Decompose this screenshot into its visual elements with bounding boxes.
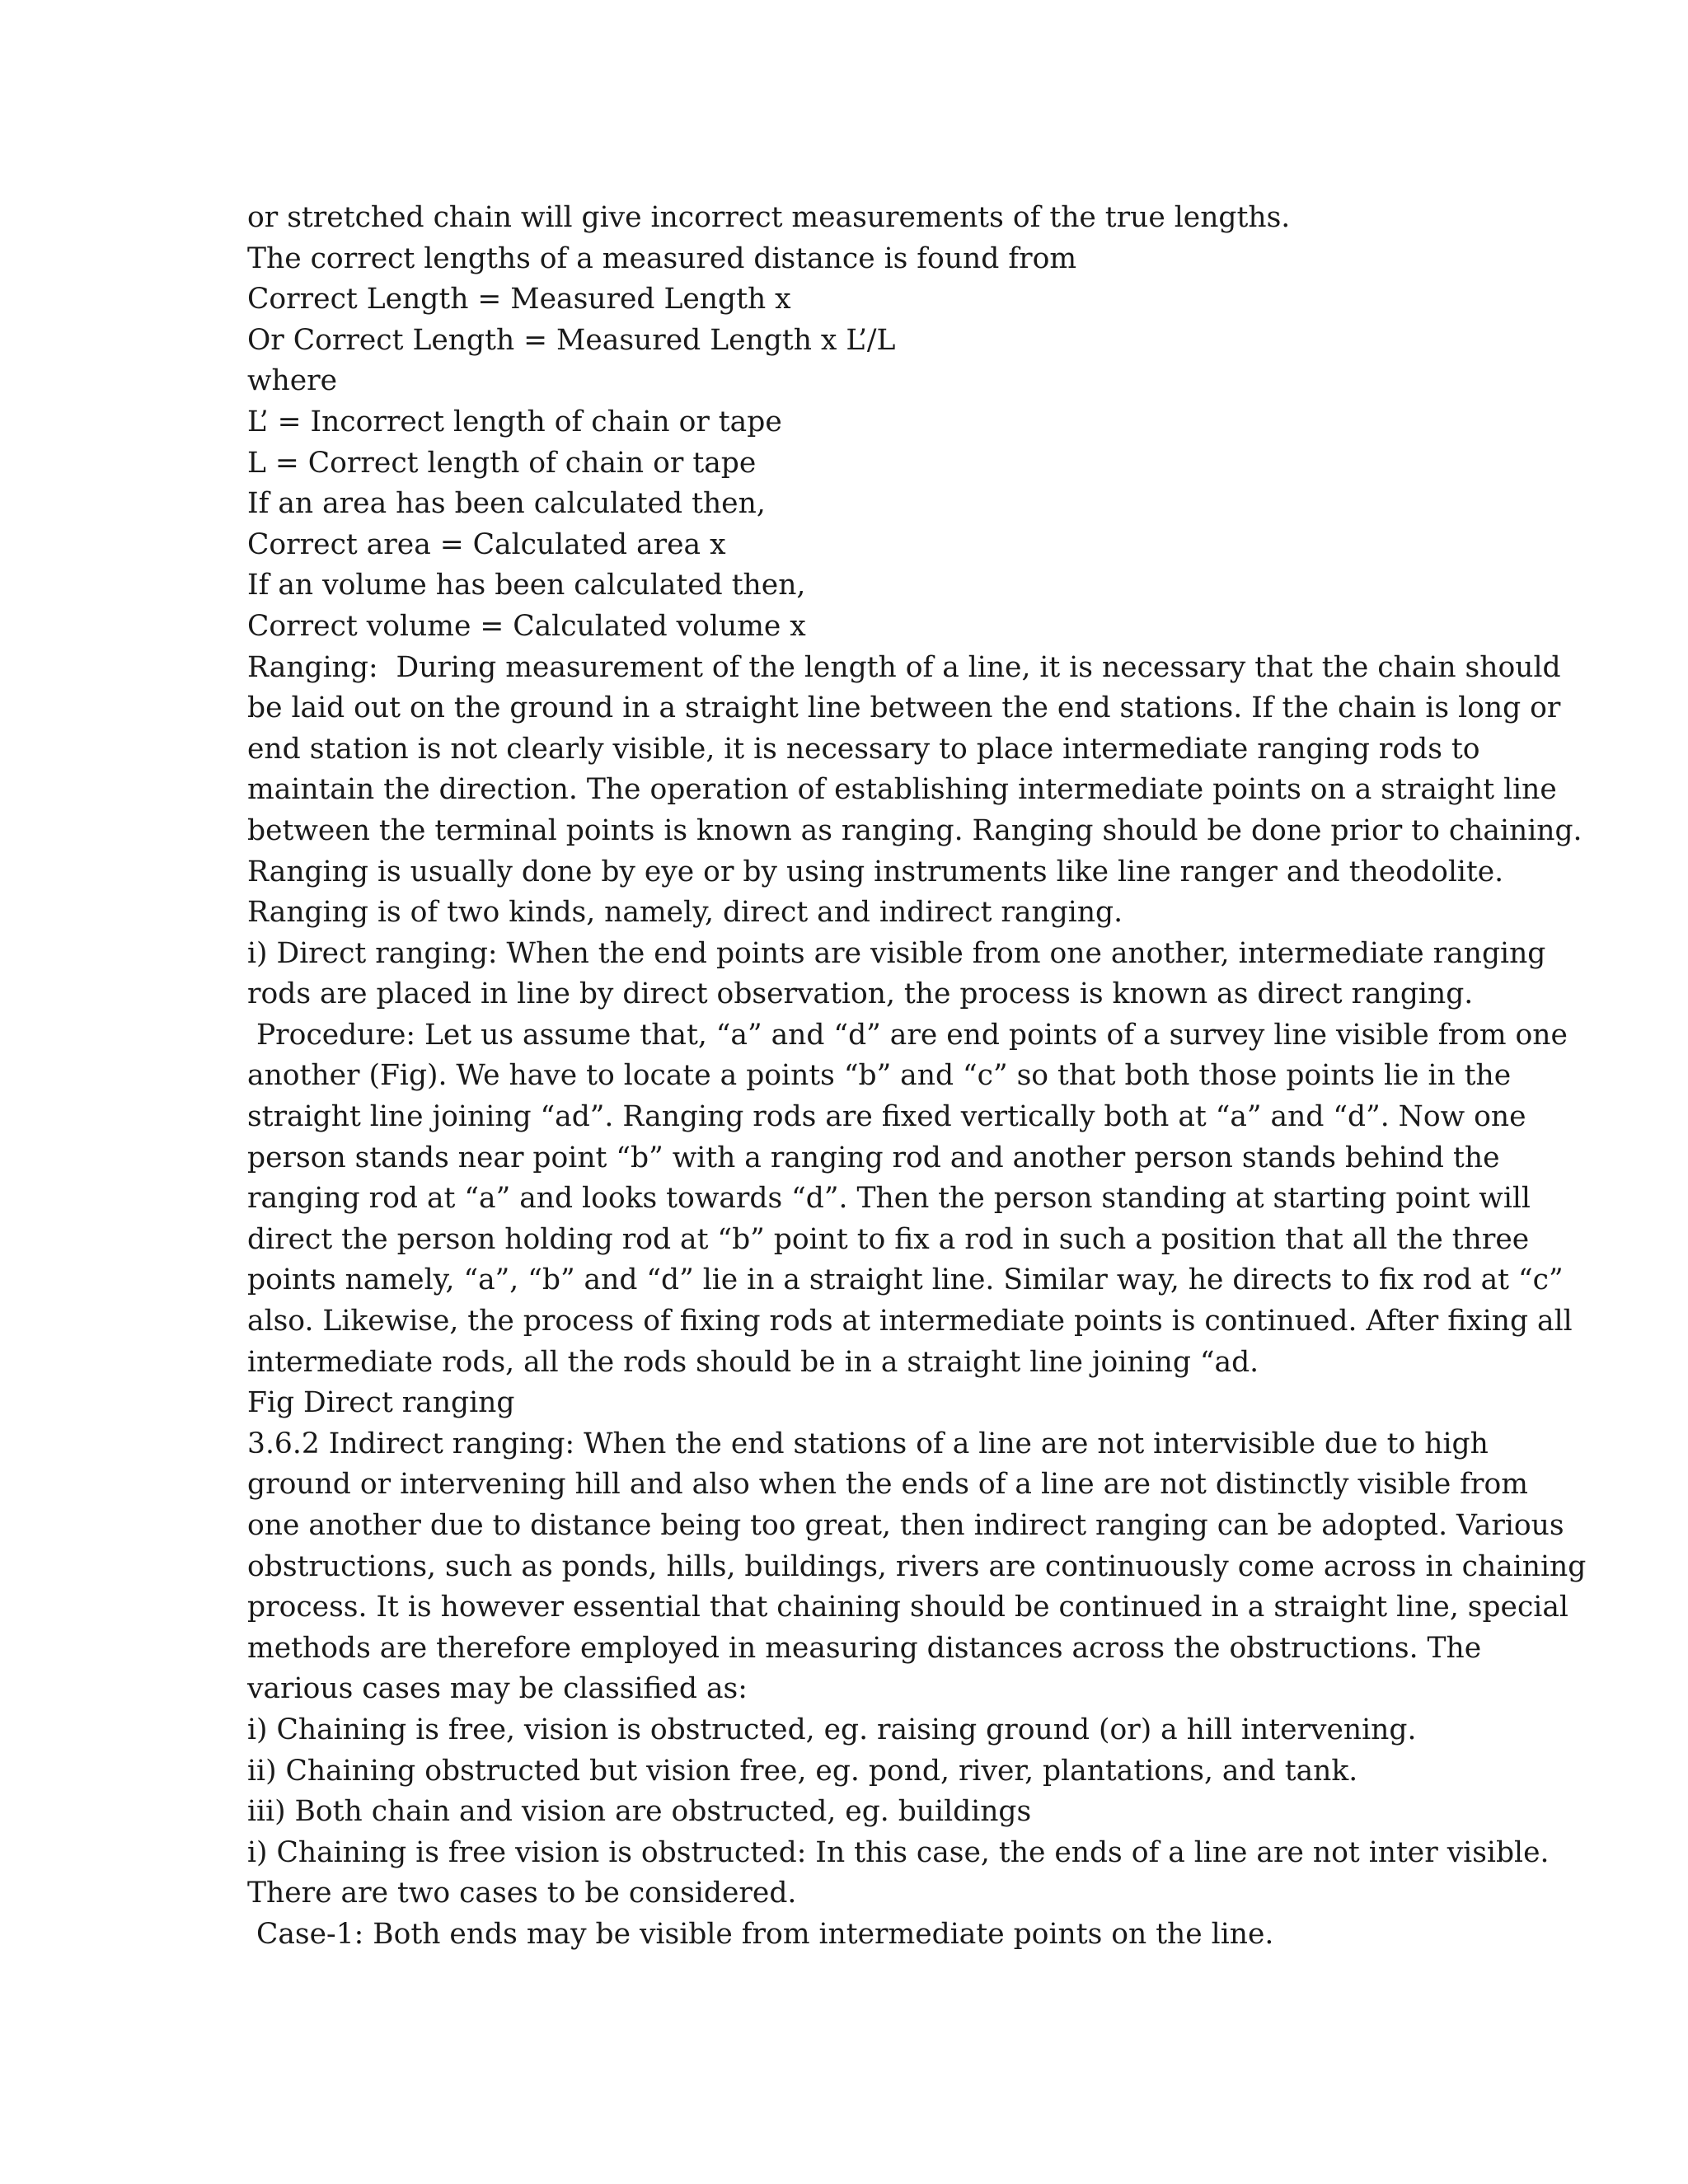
figure-caption: Fig Direct ranging [247, 1386, 515, 1420]
text-line: There are two cases to be considered. [247, 1877, 797, 1910]
text-line: various cases may be classified as: [247, 1672, 748, 1706]
text-line: end station is not clearly visible, it is necessary to place intermediate ranging rods to [247, 732, 1480, 766]
text-line: Procedure: Let us assume that, “a” and “d” are end points of a survey line visible from one [247, 1018, 1568, 1052]
text-line: If an area has been calculated then, [247, 487, 766, 521]
formula-line: Correct volume = Calculated volume x [247, 609, 806, 643]
text-line: points namely, “a”, “b” and “d” lie in a straight line. Similar way, he directs to fix rod at “c” [247, 1263, 1564, 1297]
text-line: i) Chaining is free vision is obstructed: In this case, the ends of a line are not inter visible. [247, 1835, 1550, 1869]
text-line: another (Fig). We have to locate a points “b” and “c” so that both those points lie in the [247, 1059, 1512, 1093]
text-line: where [247, 364, 338, 398]
section-heading-direct-ranging: i) Direct ranging: When the end points are visible from one another, intermediate ranging [247, 936, 1546, 970]
formula-line: Correct area = Calculated area x [247, 527, 726, 561]
section-heading-ranging: Ranging: During measurement of the length of a line, it is necessary that the chain should [247, 650, 1561, 684]
text-line: direct the person holding rod at “b” point to fix a rod in such a position that all the three [247, 1222, 1530, 1256]
formula-line: Correct Length = Measured Length x [247, 283, 791, 316]
text-line: ground or intervening hill and also when the ends of a line are not distinctly visible from [247, 1468, 1529, 1502]
text-line: between the terminal points is known as ranging. Ranging should be done prior to chaining. [247, 813, 1582, 847]
list-item: iii) Both chain and vision are obstructed, eg. buildings [247, 1795, 1032, 1829]
text-line: methods are therefore employed in measuring distances across the obstructions. The [247, 1631, 1482, 1665]
text-line: be laid out on the ground in a straight line between the end stations. If the chain is long or [247, 691, 1561, 725]
body-text [247, 198, 1587, 1956]
text-line: Ranging is of two kinds, namely, direct and indirect ranging. [247, 896, 1123, 930]
section-heading-indirect-ranging: 3.6.2 Indirect ranging: When the end stations of a line are not intervisible due to high [247, 1427, 1489, 1460]
text-line: or stretched chain will give incorrect measurements of the true lengths. [247, 201, 1291, 234]
list-item: i) Chaining is free, vision is obstructed, eg. raising ground (or) a hill intervening. [247, 1713, 1417, 1746]
text-line: The correct lengths of a measured distance is found from [247, 241, 1077, 275]
text-line: straight line joining “ad”. Ranging rods are fixed vertically both at “a” and “d”. Now one [247, 1100, 1526, 1134]
text-line: obstructions, such as ponds, hills, buildings, rivers are continuously come across in chaining [247, 1549, 1587, 1583]
list-item: ii) Chaining obstructed but vision free, eg. pond, river, plantations, and tank. [247, 1754, 1358, 1788]
text-line: Ranging is usually done by eye or by using instruments like line ranger and theodolite. [247, 855, 1504, 888]
text-line: Case-1: Both ends may be visible from intermediate points on the line. [247, 1917, 1274, 1951]
text-line: maintain the direction. The operation of establishing intermediate points on a straight line [247, 773, 1557, 807]
text-line: also. Likewise, the process of fixing rods at intermediate points is continued. After fixing all [247, 1305, 1573, 1338]
text-line: one another due to distance being too great, then indirect ranging can be adopted. Various [247, 1509, 1564, 1542]
formula-line: Or Correct Length = Measured Length x L’/L [247, 323, 896, 357]
text-line: ranging rod at “a” and looks towards “d”. Then the person standing at starting point will [247, 1182, 1531, 1216]
text-line: rods are placed in line by direct observation, the process is known as direct ranging. [247, 977, 1474, 1011]
definition-line: L = Correct length of chain or tape [247, 446, 757, 480]
text-line: person stands near point “b” with a ranging rod and another person stands behind the [247, 1141, 1500, 1174]
text-line: process. It is however essential that chaining should be continued in a straight line, special [247, 1591, 1568, 1624]
definition-line: L’ = Incorrect length of chain or tape [247, 405, 782, 438]
text-line: intermediate rods, all the rods should be in a straight line joining “ad. [247, 1345, 1259, 1379]
text-line: If an volume has been calculated then, [247, 569, 806, 602]
